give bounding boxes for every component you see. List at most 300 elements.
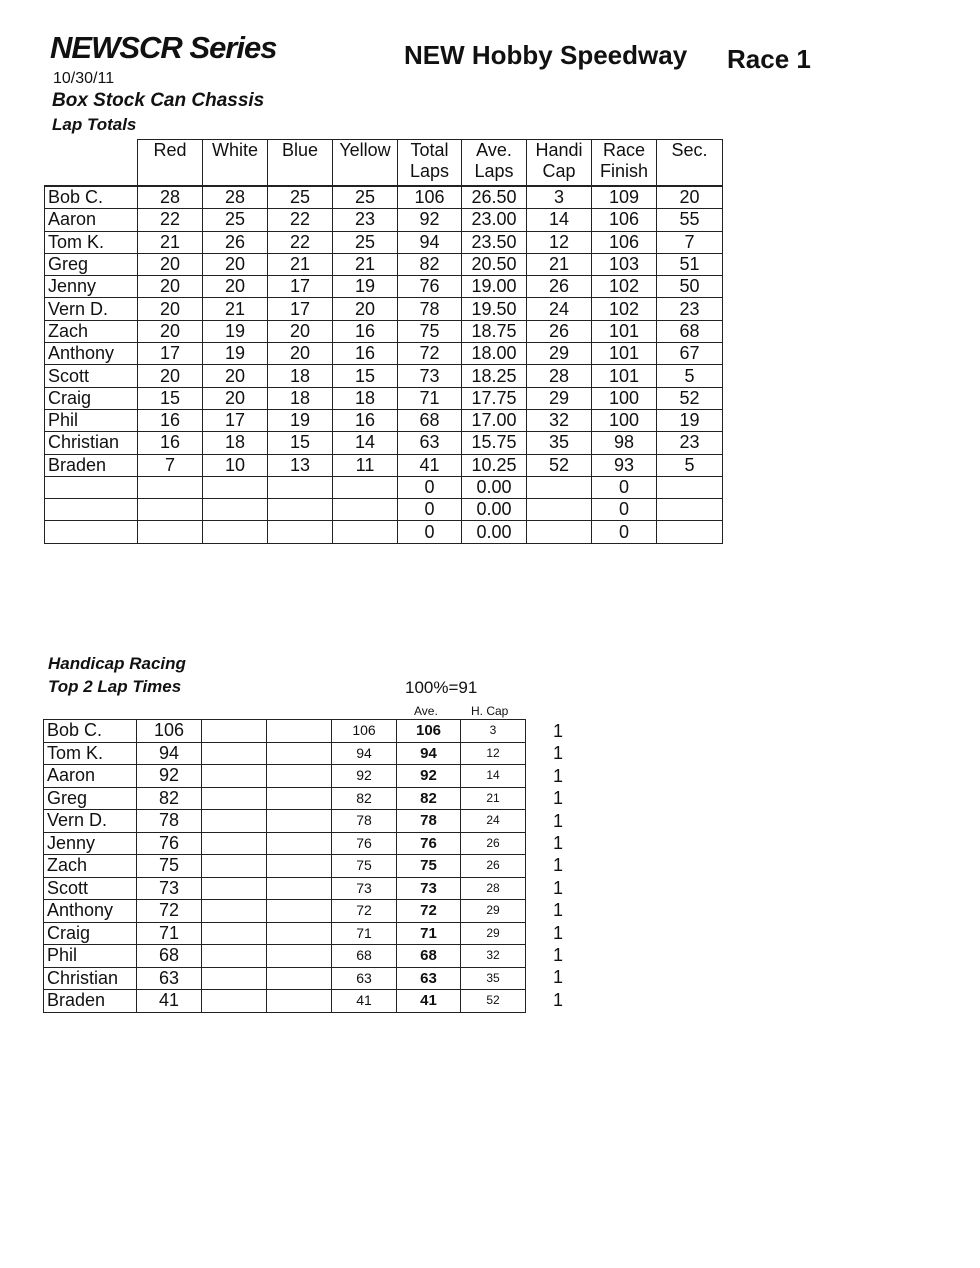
handicap-cell: 32 (461, 945, 526, 968)
lap-cell: 19 (333, 276, 398, 298)
lap-cell: 20 (138, 253, 203, 275)
lap-cell: 32 (527, 409, 592, 431)
lap-cell: 13 (268, 454, 333, 476)
handicap-cell: 12 (461, 742, 526, 765)
handicap-cell (202, 877, 267, 900)
handicap-count-column (548, 720, 568, 1011)
lap-cell (527, 521, 592, 543)
handicap-row (44, 990, 526, 1013)
lap-table-row (45, 320, 723, 342)
lap-table-row (45, 454, 723, 476)
lap-cell (657, 476, 723, 498)
handicap-heading: Handicap Racing (48, 654, 186, 673)
lap-cell: 10 (203, 454, 268, 476)
column-header: Sec. (657, 140, 723, 187)
lap-cell: 52 (527, 454, 592, 476)
handicap-cell: 75 (137, 855, 202, 878)
race-date: 10/30/11 (53, 70, 115, 87)
driver-name: Vern D. (45, 298, 138, 320)
handicap-row (44, 855, 526, 878)
handicap-cell (267, 877, 332, 900)
driver-name: Phil (44, 945, 137, 968)
lap-cell: 22 (268, 231, 333, 253)
handicap-cell: 71 (137, 922, 202, 945)
lap-cell: 23 (333, 209, 398, 231)
driver-name: Scott (44, 877, 137, 900)
lap-cell: 72 (398, 343, 462, 365)
handicap-cell (267, 720, 332, 743)
handicap-count: 1 (552, 765, 563, 786)
handicap-cell (202, 832, 267, 855)
lap-cell: 19 (268, 409, 333, 431)
driver-name: Jenny (45, 276, 138, 298)
handicap-cell: 29 (461, 922, 526, 945)
lap-cell: 5 (657, 454, 723, 476)
lap-cell: 20.50 (462, 253, 527, 275)
handicap-cell: 63 (397, 967, 461, 990)
driver-name: Bob C. (45, 186, 138, 209)
lap-cell: 15 (268, 432, 333, 454)
handicap-cell (202, 742, 267, 765)
handicap-cell (202, 967, 267, 990)
lap-cell: 94 (398, 231, 462, 253)
column-header: Ave. Laps (462, 140, 527, 187)
handicap-count: 1 (552, 788, 563, 809)
driver-name: Craig (44, 922, 137, 945)
lap-table-row (45, 432, 723, 454)
lap-cell: 24 (527, 298, 592, 320)
handicap-cell: 78 (137, 810, 202, 833)
lap-cell: 23 (657, 432, 723, 454)
handicap-cell: 106 (397, 720, 461, 743)
lap-cell: 20 (203, 365, 268, 387)
handicap-count: 1 (552, 743, 563, 764)
percent-note: 100%=91 (405, 678, 478, 697)
handicap-cell (267, 765, 332, 788)
column-header: Yellow (333, 140, 398, 187)
driver-name (45, 476, 138, 498)
lap-cell: 41 (398, 454, 462, 476)
handicap-cell (202, 720, 267, 743)
handicap-count: 1 (552, 900, 563, 921)
lap-cell: 51 (657, 253, 723, 275)
driver-name: Craig (45, 387, 138, 409)
lap-cell: 20 (333, 298, 398, 320)
lap-table-row (45, 231, 723, 253)
handicap-cell (267, 922, 332, 945)
lap-cell: 26 (527, 320, 592, 342)
hcap-column-label: H. Cap (471, 704, 509, 718)
lap-cell: 73 (398, 365, 462, 387)
lap-cell: 0 (592, 476, 657, 498)
lap-cell: 18 (333, 387, 398, 409)
header-blank-cell (45, 140, 138, 187)
lap-cell: 7 (657, 231, 723, 253)
driver-name (45, 521, 138, 543)
lap-cell: 10.25 (462, 454, 527, 476)
lap-cell: 18 (268, 365, 333, 387)
lap-cell: 18.00 (462, 343, 527, 365)
lap-cell: 106 (398, 186, 462, 209)
lap-cell: 52 (657, 387, 723, 409)
lap-cell (527, 476, 592, 498)
lap-table-row (45, 521, 723, 543)
series-title: NEWSCR Series (50, 30, 277, 65)
handicap-row (44, 810, 526, 833)
lap-cell: 14 (333, 432, 398, 454)
lap-cell: 20 (203, 387, 268, 409)
lap-cell: 18 (268, 387, 333, 409)
handicap-cell (267, 855, 332, 878)
handicap-cell (267, 945, 332, 968)
column-header: White (203, 140, 268, 187)
lap-table-row (45, 276, 723, 298)
lap-table-row (45, 343, 723, 365)
handicap-cell: 76 (332, 832, 397, 855)
driver-name: Aaron (45, 209, 138, 231)
lap-cell: 15.75 (462, 432, 527, 454)
lap-cell: 25 (203, 209, 268, 231)
lap-cell: 25 (268, 186, 333, 209)
handicap-cell: 92 (137, 765, 202, 788)
driver-name: Greg (44, 787, 137, 810)
driver-name: Braden (45, 454, 138, 476)
handicap-row (44, 922, 526, 945)
handicap-row (44, 945, 526, 968)
driver-name: Christian (45, 432, 138, 454)
lap-cell: 28 (527, 365, 592, 387)
lap-cell (333, 476, 398, 498)
lap-cell: 100 (592, 387, 657, 409)
lap-cell: 28 (203, 186, 268, 209)
handicap-cell: 92 (397, 765, 461, 788)
lap-cell: 75 (398, 320, 462, 342)
lap-cell: 68 (398, 409, 462, 431)
handicap-cell: 92 (332, 765, 397, 788)
driver-name: Vern D. (44, 810, 137, 833)
lap-cell: 15 (138, 387, 203, 409)
lap-cell: 19 (657, 409, 723, 431)
handicap-cell: 29 (461, 900, 526, 923)
lap-cell: 106 (592, 231, 657, 253)
lap-cell: 29 (527, 387, 592, 409)
handicap-row (44, 877, 526, 900)
lap-cell: 28 (138, 186, 203, 209)
lap-cell: 17 (138, 343, 203, 365)
handicap-cell (267, 742, 332, 765)
lap-table-row (45, 209, 723, 231)
driver-name (45, 499, 138, 521)
lap-cell: 26 (203, 231, 268, 253)
handicap-cell: 75 (332, 855, 397, 878)
handicap-cell (267, 990, 332, 1013)
lap-cell: 20 (268, 320, 333, 342)
lap-cell: 109 (592, 186, 657, 209)
handicap-row (44, 900, 526, 923)
race-title: Race 1 (727, 44, 811, 74)
handicap-cell: 63 (332, 967, 397, 990)
venue-title: NEW Hobby Speedway (404, 40, 688, 70)
column-header: Red (138, 140, 203, 187)
handicap-cell (202, 900, 267, 923)
lap-table-row (45, 476, 723, 498)
handicap-cell: 73 (397, 877, 461, 900)
lap-cell: 68 (657, 320, 723, 342)
driver-name: Anthony (44, 900, 137, 923)
top-lap-times-heading: Top 2 Lap Times (48, 677, 182, 696)
handicap-row (44, 832, 526, 855)
handicap-cell: 78 (332, 810, 397, 833)
lap-cell: 78 (398, 298, 462, 320)
handicap-cell (202, 922, 267, 945)
lap-cell (138, 476, 203, 498)
lap-cell: 25 (333, 231, 398, 253)
lap-cell: 76 (398, 276, 462, 298)
handicap-cell (202, 787, 267, 810)
lap-cell: 22 (268, 209, 333, 231)
lap-cell: 0 (398, 499, 462, 521)
lap-cell (203, 476, 268, 498)
driver-name: Braden (44, 990, 137, 1013)
handicap-cell: 52 (461, 990, 526, 1013)
handicap-cell: 94 (137, 742, 202, 765)
lap-cell: 16 (333, 343, 398, 365)
handicap-cell: 26 (461, 832, 526, 855)
lap-cell: 35 (527, 432, 592, 454)
lap-cell: 50 (657, 276, 723, 298)
handicap-cell: 75 (397, 855, 461, 878)
handicap-cell (267, 900, 332, 923)
handicap-cell (202, 810, 267, 833)
handicap-cell: 72 (332, 900, 397, 923)
lap-cell: 21 (527, 253, 592, 275)
lap-cell: 16 (333, 320, 398, 342)
lap-cell: 20 (203, 253, 268, 275)
lap-cell: 101 (592, 320, 657, 342)
lap-cell: 29 (527, 343, 592, 365)
handicap-cell: 94 (397, 742, 461, 765)
lap-cell (203, 521, 268, 543)
lap-cell: 106 (592, 209, 657, 231)
lap-cell: 20 (138, 320, 203, 342)
lap-cell: 0 (398, 521, 462, 543)
handicap-cell (202, 945, 267, 968)
handicap-cell: 28 (461, 877, 526, 900)
handicap-cell: 71 (397, 922, 461, 945)
handicap-row (44, 720, 526, 743)
lap-cell (268, 521, 333, 543)
lap-cell: 23 (657, 298, 723, 320)
handicap-cell (267, 832, 332, 855)
driver-name: Zach (45, 320, 138, 342)
lap-cell: 18 (203, 432, 268, 454)
handicap-cell (202, 855, 267, 878)
handicap-count: 1 (552, 721, 563, 741)
lap-totals-table (44, 139, 723, 544)
lap-cell (333, 499, 398, 521)
lap-cell: 15 (333, 365, 398, 387)
handicap-cell: 21 (461, 787, 526, 810)
lap-cell: 19.00 (462, 276, 527, 298)
handicap-count: 1 (552, 922, 563, 943)
column-header: Race Finish (592, 140, 657, 187)
lap-cell: 63 (398, 432, 462, 454)
lap-totals-heading: Lap Totals (52, 115, 137, 134)
handicap-cell: 76 (397, 832, 461, 855)
lap-cell (657, 499, 723, 521)
lap-cell: 21 (138, 231, 203, 253)
lap-table-row (45, 499, 723, 521)
handicap-cell: 68 (137, 945, 202, 968)
lap-table-row (45, 186, 723, 209)
lap-cell: 19 (203, 320, 268, 342)
handicap-cell: 82 (137, 787, 202, 810)
handicap-cell: 41 (397, 990, 461, 1013)
handicap-cell: 14 (461, 765, 526, 788)
lap-cell: 20 (657, 186, 723, 209)
handicap-count: 1 (552, 877, 563, 898)
lap-cell: 18.75 (462, 320, 527, 342)
handicap-cell: 73 (137, 877, 202, 900)
lap-table-row (45, 253, 723, 275)
lap-cell: 17 (268, 276, 333, 298)
driver-name: Christian (44, 967, 137, 990)
lap-cell: 67 (657, 343, 723, 365)
handicap-cell: 68 (332, 945, 397, 968)
column-header: Handi Cap (527, 140, 592, 187)
lap-cell: 0 (592, 521, 657, 543)
driver-name: Greg (45, 253, 138, 275)
handicap-cell (267, 810, 332, 833)
lap-cell: 0 (592, 499, 657, 521)
lap-cell: 20 (138, 298, 203, 320)
lap-cell: 5 (657, 365, 723, 387)
handicap-row (44, 765, 526, 788)
lap-cell: 17 (268, 298, 333, 320)
lap-cell: 102 (592, 276, 657, 298)
handicap-cell (267, 787, 332, 810)
lap-table-row (45, 387, 723, 409)
handicap-cell: 71 (332, 922, 397, 945)
lap-table-header-row (45, 140, 723, 187)
handicap-cell: 68 (397, 945, 461, 968)
handicap-count: 1 (552, 944, 563, 965)
lap-cell: 17.75 (462, 387, 527, 409)
lap-cell: 20 (203, 276, 268, 298)
lap-cell: 103 (592, 253, 657, 275)
lap-cell: 102 (592, 298, 657, 320)
handicap-cell: 78 (397, 810, 461, 833)
lap-cell: 17.00 (462, 409, 527, 431)
handicap-cell: 106 (137, 720, 202, 743)
lap-cell (657, 521, 723, 543)
lap-table-row (45, 298, 723, 320)
lap-cell: 19 (203, 343, 268, 365)
handicap-cell: 82 (332, 787, 397, 810)
lap-cell: 0.00 (462, 499, 527, 521)
handicap-count: 1 (552, 832, 563, 853)
lap-cell: 7 (138, 454, 203, 476)
lap-cell: 21 (268, 253, 333, 275)
handicap-cell (202, 990, 267, 1013)
handicap-cell: 106 (332, 720, 397, 743)
lap-cell: 16 (333, 409, 398, 431)
lap-cell: 23.50 (462, 231, 527, 253)
handicap-row (44, 787, 526, 810)
driver-name: Zach (44, 855, 137, 878)
lap-cell: 17 (203, 409, 268, 431)
handicap-cell: 35 (461, 967, 526, 990)
lap-cell (268, 476, 333, 498)
lap-cell: 21 (333, 253, 398, 275)
lap-cell: 22 (138, 209, 203, 231)
lap-cell: 16 (138, 432, 203, 454)
handicap-cell: 41 (332, 990, 397, 1013)
handicap-row (44, 967, 526, 990)
column-header: Blue (268, 140, 333, 187)
handicap-row (44, 742, 526, 765)
handicap-cell: 82 (397, 787, 461, 810)
handicap-cell (202, 765, 267, 788)
handicap-count: 1 (552, 855, 563, 876)
driver-name: Phil (45, 409, 138, 431)
lap-cell (203, 499, 268, 521)
driver-name: Aaron (44, 765, 137, 788)
driver-name: Tom K. (45, 231, 138, 253)
handicap-cell: 72 (137, 900, 202, 923)
driver-name: Jenny (44, 832, 137, 855)
driver-name: Tom K. (44, 742, 137, 765)
lap-cell: 98 (592, 432, 657, 454)
lap-cell (138, 521, 203, 543)
handicap-cell: 73 (332, 877, 397, 900)
lap-cell: 18.25 (462, 365, 527, 387)
handicap-count: 1 (552, 810, 563, 831)
lap-cell: 25 (333, 186, 398, 209)
handicap-cell: 72 (397, 900, 461, 923)
lap-cell: 12 (527, 231, 592, 253)
lap-cell: 20 (138, 365, 203, 387)
lap-cell: 3 (527, 186, 592, 209)
handicap-count: 1 (552, 989, 563, 1010)
handicap-count: 1 (552, 967, 563, 988)
handicap-cell: 3 (461, 720, 526, 743)
driver-name: Scott (45, 365, 138, 387)
lap-cell: 20 (268, 343, 333, 365)
lap-cell: 0.00 (462, 476, 527, 498)
handicap-cell: 26 (461, 855, 526, 878)
handicap-cell: 41 (137, 990, 202, 1013)
lap-cell (333, 521, 398, 543)
lap-table-row (45, 409, 723, 431)
lap-cell: 21 (203, 298, 268, 320)
driver-name: Anthony (45, 343, 138, 365)
handicap-cell: 24 (461, 810, 526, 833)
driver-name: Bob C. (44, 720, 137, 743)
lap-cell (268, 499, 333, 521)
lap-cell (138, 499, 203, 521)
lap-cell: 11 (333, 454, 398, 476)
lap-cell: 26 (527, 276, 592, 298)
lap-cell: 0.00 (462, 521, 527, 543)
lap-cell: 16 (138, 409, 203, 431)
lap-table-row (45, 365, 723, 387)
lap-cell: 23.00 (462, 209, 527, 231)
handicap-cell: 76 (137, 832, 202, 855)
handicap-cell: 94 (332, 742, 397, 765)
lap-cell: 93 (592, 454, 657, 476)
lap-cell: 19.50 (462, 298, 527, 320)
